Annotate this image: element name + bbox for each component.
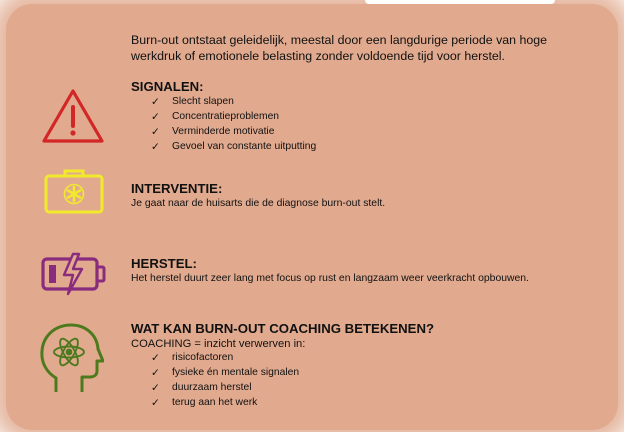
check-icon: ✓ — [151, 396, 160, 409]
intervention-title: INTERVENTIE: — [131, 181, 223, 196]
check-icon: ✓ — [151, 352, 160, 364]
coaching-list — [131, 351, 601, 411]
intervention-text: Je gaat naar de huisarts die de diagnose burn-out stelt. — [131, 198, 386, 209]
list-item-text: Slecht slapen — [172, 96, 234, 107]
check-icon: ✓ — [151, 140, 160, 153]
low-battery-charging-icon — [40, 252, 108, 296]
signals-section — [131, 79, 531, 155]
medical-kit-icon — [44, 167, 104, 215]
list-item-text: Verminderde motivatie — [172, 125, 275, 137]
check-icon: ✓ — [151, 381, 160, 394]
list-item — [151, 381, 601, 396]
recovery-title: HERSTEL: — [131, 256, 197, 271]
list-item — [151, 366, 601, 381]
list-item — [151, 125, 531, 140]
coaching-subtitle: COACHING = inzicht verwerven in: — [131, 338, 306, 350]
list-item — [151, 396, 601, 411]
coaching-section — [131, 321, 601, 411]
list-item — [151, 140, 531, 155]
list-item — [151, 110, 531, 125]
list-item-text: terug aan het werk — [172, 396, 258, 408]
check-icon: ✓ — [151, 96, 160, 108]
check-icon: ✓ — [151, 110, 160, 123]
list-item-text: fysieke én mentale signalen — [172, 366, 300, 378]
recovery-text: Het herstel duurt zeer lang met focus op rust en langzaam weer veerkracht opbouwen. — [131, 273, 529, 284]
list-item-text: risicofactoren — [172, 352, 234, 363]
intervention-section — [131, 181, 591, 211]
list-item-text: Gevoel van constante uitputting — [172, 140, 317, 152]
signals-list — [131, 95, 531, 155]
check-icon: ✓ — [151, 125, 160, 138]
head-atom-icon — [38, 322, 104, 396]
list-item — [151, 351, 601, 366]
check-icon: ✓ — [151, 366, 160, 379]
signals-title: SIGNALEN: — [131, 79, 204, 94]
intro-text: Burn-out ontstaat geleidelijk, meestal door een langdurige periode van hoge werkdruk of emotionele belasting zonder voldoende tijd voor herstel. — [131, 33, 548, 63]
top-edge-strip — [365, 0, 555, 4]
list-item — [151, 95, 531, 110]
warning-triangle-icon — [41, 87, 105, 145]
coaching-title: WAT KAN BURN-OUT COACHING BETEKENEN? — [131, 321, 435, 336]
list-item-text: Concentratieproblemen — [172, 110, 280, 122]
list-item-text: duurzaam herstel — [172, 381, 252, 393]
recovery-section — [131, 256, 601, 286]
